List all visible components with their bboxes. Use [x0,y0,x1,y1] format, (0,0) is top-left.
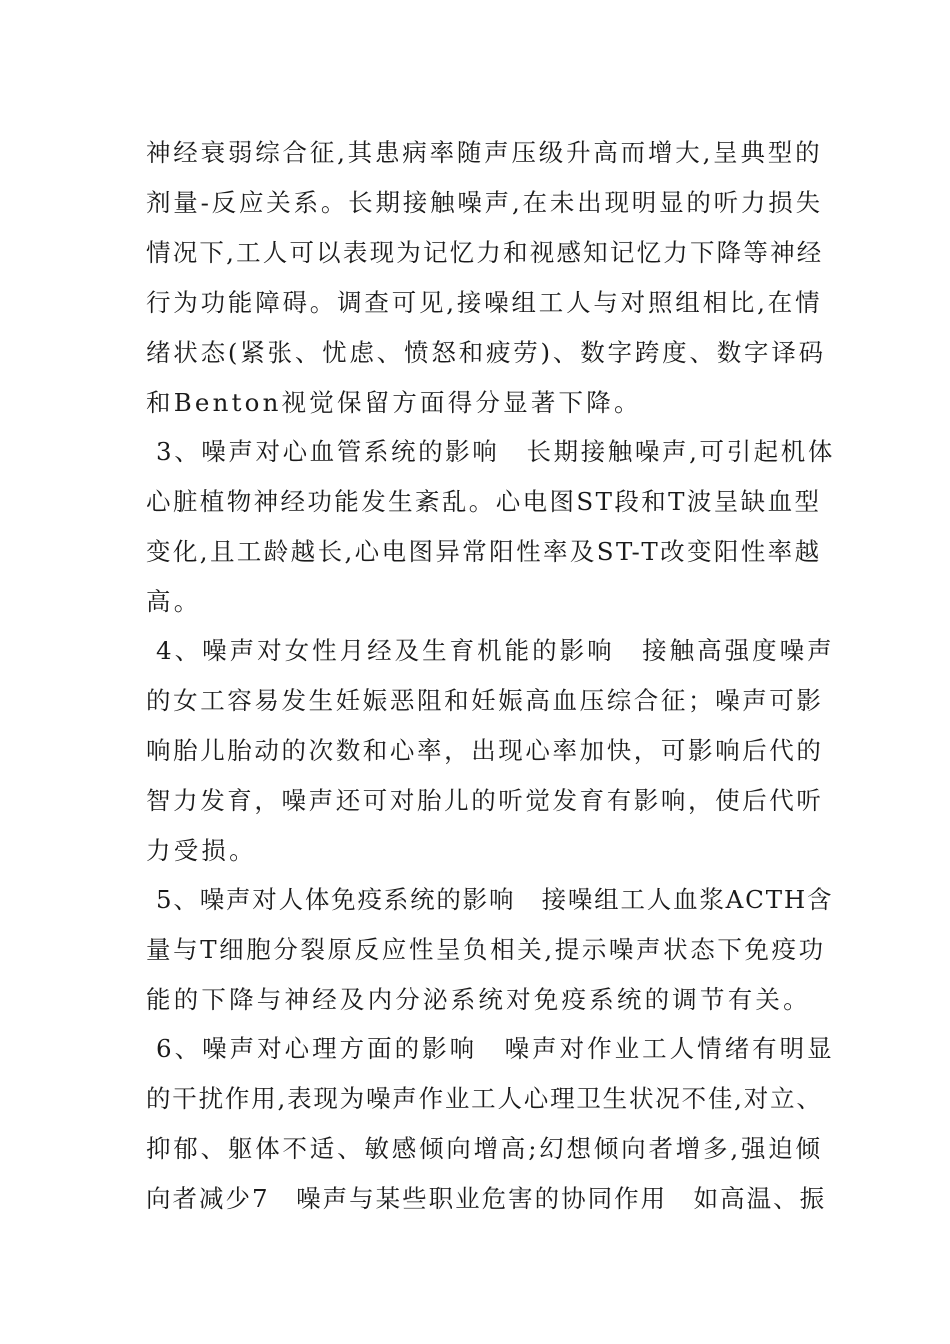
text-line: 高。 [146,587,202,616]
text-line: 剂量-反应关系。长期接触噪声,在未出现明显的听力损失 [146,188,823,217]
section-6-heading-line: 6、噪声对心理方面的影响 噪声对作业工人情绪有明显 [156,1034,835,1063]
text-line: 力受损。 [146,836,257,865]
text-line: 神经衰弱综合征,其患病率随声压级升高而增大,呈典型的 [146,138,823,167]
text-line: 能的下降与神经及内分泌系统对免疫系统的调节有关。 [146,985,811,1014]
text-line: 响胎儿胎动的次数和心率，出现心率加快，可影响后代的 [146,736,824,765]
text-line: 向者减少7 噪声与某些职业危害的协同作用 如高温、振 [146,1184,827,1213]
section-4-heading-line: 4、噪声对女性月经及生育机能的影响 接触高强度噪声 [156,636,835,665]
section-5-heading-line: 5、噪声对人体免疫系统的影响 接噪组工人血浆ACTH含 [156,885,834,914]
text-line: 量与T细胞分裂原反应性呈负相关,提示噪声状态下免疫功 [146,935,826,964]
text-line: 绪状态(紧张、忧虑、愤怒和疲劳)、数字跨度、数字译码 [146,338,826,367]
section-3-heading-line: 3、噪声对心血管系统的影响 长期接触噪声,可引起机体 [156,437,835,466]
text-line: 行为功能障碍。调查可见,接噪组工人与对照组相比,在情 [146,288,823,317]
text-line: 变化,且工龄越长,心电图异常阳性率及ST-T改变阳性率越 [146,537,822,566]
text-line: 的女工容易发生妊娠恶阻和妊娠高血压综合征；噪声可影 [146,686,824,715]
text-line: 智力发育，噪声还可对胎儿的听觉发育有影响，使后代听 [146,786,824,815]
text-line: 心脏植物神经功能发生紊乱。心电图ST段和T波呈缺血型 [146,487,822,516]
text-line: 情况下,工人可以表现为记忆力和视感知记忆力下降等神经 [146,238,824,267]
text-line: 和Benton视觉保留方面得分显著下降。 [146,388,642,417]
text-line: 抑郁、躯体不适、敏感倾向增高;幻想倾向者增多,强迫倾 [146,1134,823,1163]
text-line: 的干扰作用,表现为噪声作业工人心理卫生状况不佳,对立、 [146,1084,823,1113]
